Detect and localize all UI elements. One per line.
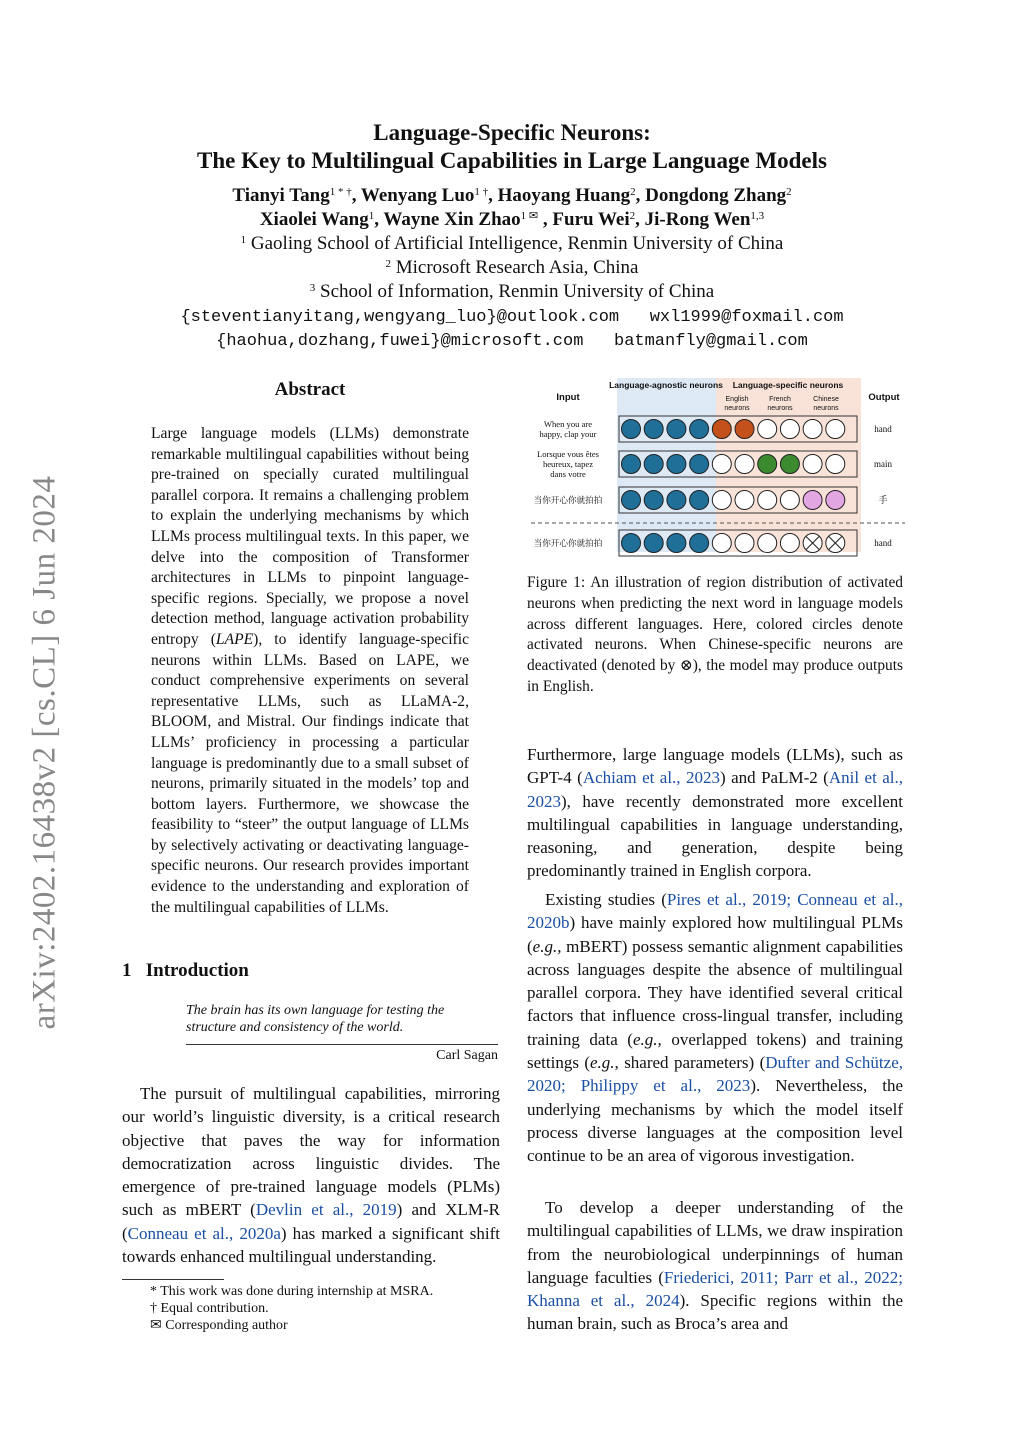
neuron-circle: [712, 534, 731, 553]
text-run: mBERT) possess semantic alignment capabilities across languages despite the absence of multilingual parallel corpora. They have identified several critical factors that influence cross-lingual transfer, including training data (: [527, 936, 903, 1049]
text-run: e.g.,: [532, 936, 562, 956]
row-input-line: 当你开心你就拍拍: [533, 538, 603, 548]
authors-line1: [0, 183, 1024, 209]
author-sup: 2: [629, 210, 636, 222]
affiliation-sup: 3: [309, 282, 316, 294]
text-run: shared parameters) (: [618, 1053, 766, 1073]
citation-link[interactable]: Friederici, 2011; Parr et al., 2022; Khanna et al., 2024: [527, 1267, 903, 1311]
epigraph-quote: The brain has its own language for testing the structure and consistency of the world.: [186, 1003, 445, 1035]
neuron-circle: [690, 455, 709, 474]
abstract-lape: LAPE: [215, 630, 254, 648]
text-run: ) has marked a significant shift towards enhanced multilingual understanding.: [122, 1223, 501, 1267]
neuron-circle: [803, 420, 822, 439]
emails-line2: {haohua,dozhang,fuwei}@microsoft.com batmanfly@gmail.com: [216, 332, 808, 351]
neuron-circle: [712, 455, 731, 474]
figure-caption: Figure 1: An illustration of region distribution of activated neurons when predicting the next word in language models across different languages. Here, colored circles denote activated neurons. When Chinese-specific neurons are deactivated (denoted by ⊗), the model may produce outputs in English.: [527, 574, 903, 695]
neuron-circle: [667, 534, 686, 553]
text-run: Existing studies (: [545, 890, 667, 909]
text-run: The pursuit of multilingual capabilities, mirroring our world’s linguistic diversity, is a critical research objective that paves the way for information democratization across linguistic divides. The emergence of pre-trained language models (PLMs) such as mBERT (: [122, 1084, 500, 1220]
affiliation-2: [0, 256, 1024, 280]
author-name: , Dongdong Zhang: [635, 185, 787, 206]
neuron-circle: [644, 455, 663, 474]
neuron-circle: [712, 420, 731, 439]
author-sup: 2: [630, 186, 636, 198]
neuron-circle: [622, 420, 641, 439]
header-specific: Language-specific neurons: [732, 380, 844, 390]
affiliation-text: Microsoft Research Asia, China: [395, 257, 639, 278]
author-sup: 1 †: [474, 186, 489, 198]
text-run: ) and PaLM-2 (: [720, 768, 829, 788]
author-sup: 2: [786, 186, 792, 198]
author-sup: 1,3: [750, 210, 765, 222]
paper-title-line1: Language-Specific Neurons:: [373, 120, 651, 145]
abstract-part: Large language models (LLMs) demonstrate remarkable multilingual capabilities without being pre-trained on specially curated multilingual parallel corpora. It remains a challenging problem to explain the underlying mechanisms by which LLMs process multilingual texts. In this paper, we delve into the composition of Transformer architectures in LLMs to pinpoint language-specific regions. Specially, we propose a novel detection method, language activation probability entropy (: [151, 425, 469, 648]
neuron-circle: [735, 455, 754, 474]
neuron-circle: [780, 534, 799, 553]
neuron-circle: [644, 534, 663, 553]
row-input-label: [534, 537, 603, 548]
row-output-label: 手: [878, 495, 888, 505]
row-input-label: [534, 494, 603, 505]
sub-french-line: neurons: [767, 405, 793, 412]
row-input-line: Lorsque vous êtes: [536, 449, 600, 459]
sub-chinese-line: Chinese: [813, 396, 839, 403]
row-input-line: heureux, tapez: [542, 459, 594, 469]
abstract-heading: Abstract: [274, 379, 346, 400]
citation-link[interactable]: Achiam et al., 2023: [582, 768, 720, 788]
neuron-circle: [690, 491, 709, 510]
author-name: , Wayne Xin Zhao: [374, 209, 521, 230]
neuron-circle: [622, 455, 641, 474]
neuron-circle: [735, 491, 754, 510]
row-input-label: [540, 419, 597, 439]
header-input: Input: [556, 392, 580, 403]
right-paragraph-1: [527, 743, 903, 883]
paper-title-line2: The Key to Multilingual Capabilities in Large Language Models: [197, 148, 827, 173]
row-output-label: main: [874, 459, 892, 469]
text-run: e.g.,: [632, 1029, 662, 1049]
author-name: , Furu Wei: [538, 209, 630, 230]
footnote-1: * This work was done during internship at MSRA.: [150, 1284, 434, 1299]
neuron-circle: [780, 491, 799, 510]
row-input-line: dans votre: [550, 469, 586, 479]
neuron-circle: [690, 420, 709, 439]
neuron-circle: [735, 534, 754, 553]
authors-line2: [0, 207, 1024, 233]
emails-line1: {steventianyitang,wengyang_luo}@outlook.com wxl1999@foxmail.com: [180, 308, 844, 327]
row-output-label: hand: [874, 424, 892, 434]
affiliation-text: Gaoling School of Artificial Intelligence, Renmin University of China: [250, 233, 784, 254]
neuron-circle: [667, 420, 686, 439]
footnote-rule: [122, 1279, 224, 1280]
neuron-circle: [826, 455, 845, 474]
abstract-part: ), to identify language-specific neurons within LLMs. Based on LAPE, we conduct comprehensive experiments on several representative LLMs, such as LLaMA-2, BLOOM, and Mistral. Our findings indicate that LLMs’ proficiency in processing a particular language is predominantly due to a small subset of neurons, primarily situated in the models’ top and bottom layers. Furthermore, we showcase the feasibility to “steer” the output language of LLMs by selectively activating or deactivating language-specific neurons. Our research provides important evidence to the understanding and exploration of the multilingual capabilities of LLMs.: [151, 630, 469, 916]
row-input-line: 当你开心你就拍拍: [533, 495, 603, 505]
sub-english-line: neurons: [724, 405, 750, 412]
affiliation-3: [0, 280, 1024, 304]
neuron-circle: [644, 420, 663, 439]
neuron-circle: [644, 491, 663, 510]
epigraph-author: Carl Sagan: [436, 1048, 498, 1063]
text-run: ). Specific regions within the human brain, such as Broca’s area and: [527, 1291, 904, 1334]
citation-link[interactable]: Devlin et al., 2019: [255, 1200, 397, 1220]
text-run: To develop a deeper understanding of the multilingual capabilities of LLMs, we draw inspiration from the neurobiological underpinnings of human language faculties (: [527, 1198, 903, 1287]
neuron-circle: [758, 534, 777, 553]
neuron-circle: [712, 491, 731, 510]
citation-link[interactable]: Dufter and Schütze, 2020; Philippy et al., 2023: [527, 1053, 903, 1096]
neuron-circle: [735, 420, 754, 439]
intro-paragraph-1: [122, 1082, 500, 1268]
affiliation-sup: 1: [240, 234, 247, 246]
neuron-circle: [826, 420, 845, 439]
sub-french-line: French: [769, 396, 791, 403]
text-run: ) have mainly explored how multilingual PLMs (: [527, 913, 903, 956]
author-sup: 1 * †: [329, 186, 352, 198]
sub-english-line: English: [725, 396, 749, 403]
author-name: Tianyi Tang: [232, 185, 330, 206]
right-paragraph-3: [527, 1196, 903, 1336]
affiliation-1: [0, 232, 1024, 256]
row-input-line: happy, clap your: [539, 429, 597, 439]
row-input-line: When you are: [543, 419, 593, 429]
citation-link[interactable]: Conneau et al., 2020a: [127, 1223, 281, 1243]
neuron-circle: [622, 534, 641, 553]
neuron-circle: [826, 491, 845, 510]
neuron-circle: [690, 534, 709, 553]
affiliation-text: School of Information, Renmin University of China: [320, 281, 715, 302]
neuron-circle: [622, 491, 641, 510]
sub-chinese-line: neurons: [813, 405, 839, 412]
header-agnostic-line: Language-agnostic neurons: [609, 380, 723, 390]
text-run: ) and XLM-R (: [122, 1200, 500, 1243]
row-input-label: [537, 449, 600, 479]
abstract-text: [151, 424, 469, 918]
header-output: Output: [868, 392, 900, 403]
neuron-circle: [803, 455, 822, 474]
arxiv-stamp: arXiv:2402.16438v2 [cs.CL] 6 Jun 2024: [26, 475, 63, 1030]
neuron-circle: [803, 491, 822, 510]
footnote-2: † Equal contribution.: [150, 1301, 269, 1316]
neuron-circle: [758, 455, 777, 474]
citation-link[interactable]: Anil et al., 2023: [527, 768, 903, 811]
author-sup: 1 ✉: [520, 210, 539, 222]
figure-1: [527, 374, 905, 560]
author-name: Xiaolei Wang: [259, 209, 369, 230]
neuron-circle: [780, 420, 799, 439]
header-agnostic: [609, 380, 723, 390]
neuron-circle: [758, 491, 777, 510]
text-run: Furthermore, large language models (LLMs), such as GPT-4 (: [527, 745, 903, 788]
author-name: , Wenyang Luo: [351, 185, 475, 206]
text-run: e.g.,: [590, 1053, 619, 1073]
text-run: overlapped tokens) and training settings (: [527, 1029, 903, 1073]
text-run: ), have recently demonstrated more excellent multilingual capabilities in language understanding, reasoning, and generation, despite being predominantly trained in English corpora.: [527, 791, 903, 881]
neuron-circle: [780, 455, 799, 474]
text-run: ). Nevertheless, the underlying mechanisms by which the model itself process diverse languages at the composition level continue to be an area of vigorous investigation.: [527, 1076, 903, 1166]
neuron-circle: [758, 420, 777, 439]
row-output-label: hand: [874, 538, 892, 548]
author-sup: 1: [368, 210, 375, 222]
section-heading-introduction: 1 Introduction: [122, 960, 249, 981]
epigraph-rule: [186, 1044, 498, 1045]
right-paragraph-2: [527, 888, 903, 1168]
citation-link[interactable]: Pires et al., 2019; Conneau et al., 2020b: [527, 890, 903, 933]
neuron-circle: [667, 455, 686, 474]
author-name: , Ji-Rong Wen: [635, 209, 751, 230]
footnote-3: ✉ Corresponding author: [150, 1318, 288, 1333]
neuron-circle: [667, 491, 686, 510]
affiliation-sup: 2: [385, 258, 391, 270]
author-name: , Haoyang Huang: [488, 185, 631, 206]
